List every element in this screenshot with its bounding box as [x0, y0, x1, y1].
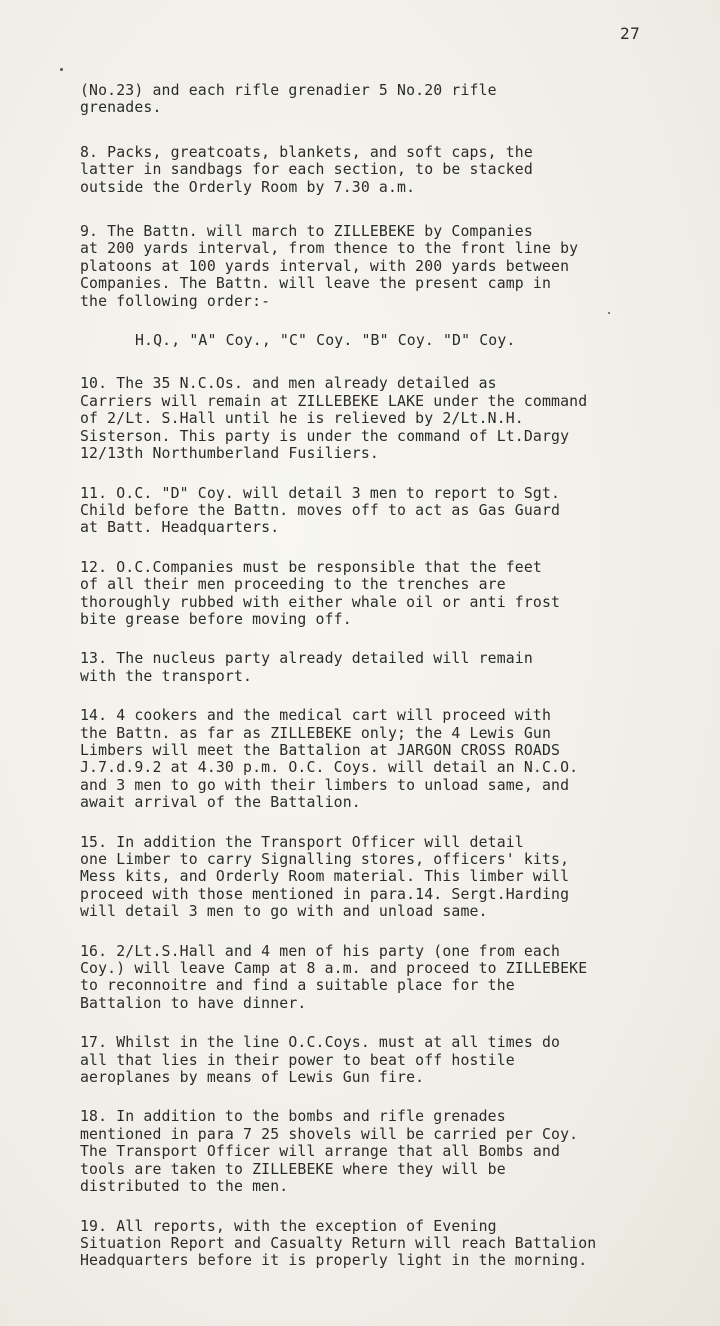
document-body [80, 82, 712, 1270]
paragraph-12: 12. O.C.Companies must be responsible that the feet of all their men proceeding to the trenches are thoroughly rubbed with either whale oil or anti frost bite grease before moving off. [80, 558, 561, 628]
paragraph-11: 11. O.C. "D" Coy. will detail 3 men to report to Sgt. Child before the Battn. moves off to act as Gas Guard at Batt. Headquarters. [80, 484, 561, 537]
page-number: 27 [620, 24, 641, 43]
paragraph-18: 18. In addition to the bombs and rifle grenades mentioned in para 7 25 shovels will be carried per Coy. The Transport Officer will arrange that all Bombs and tools are taken to ZILLEBEKE where they will be distributed to the men. [80, 1108, 579, 1196]
paragraph-17: 17. Whilst in the line O.C.Coys. must at all times do all that lies in their power to beat off hostile aeroplanes by means of Lewis Gun fire. [80, 1034, 561, 1087]
paragraph-continuation: (No.23) and each rifle grenadier 5 No.20 rifle grenades. [80, 82, 497, 117]
paragraph-14: 14. 4 cookers and the medical cart will proceed with the Battn. as far as ZILLEBEKE only; the 4 Lewis Gun Limbers will meet the Battalion at JARGON CROSS ROADS J.7.d.9.2 at 4.30 p.m. O.C. Coys. will detail an N.C.O. and 3 men to go with their limbers to unload same, and await arrival of the Battalion. [80, 707, 579, 812]
paragraph-13: 13. The nucleus party already detailed will remain with the transport. [80, 650, 533, 685]
paragraph-8: 8. Packs, greatcoats, blankets, and soft caps, the latter in sandbags for each section, to be stacked outside the Orderly Room by 7.30 a.m. [80, 143, 533, 196]
paragraph-16: 16. 2/Lt.S.Hall and 4 men of his party (one from each Coy.) will leave Camp at 8 a.m. and proceed to ZILLEBEKE to reconnoitre and find a suitable place for the Battalion to have dinner. [80, 942, 588, 1012]
ink-speck [60, 68, 63, 71]
paragraph-19: 19. All reports, with the exception of Evening Situation Report and Casualty Return will reach Battalion Headquarters before it is properly light in the morning. [80, 1217, 597, 1270]
paragraph-15: 15. In addition the Transport Officer will detail one Limber to carry Signalling stores, officers' kits, Mess kits, and Orderly Room material. This limber will proceed with those mentioned in para.14. Sergt.Harding will detail 3 men to go with and unload same. [80, 833, 570, 921]
paragraph-10: 10. The 35 N.C.Os. and men already detailed as Carriers will remain at ZILLEBEKE LAKE under the command of 2/Lt. S.Hall until he is relieved by 2/Lt.N.H. Sisterson. This party is under the command of Lt.Dargy 12/13th Northumberland Fusiliers. [80, 375, 588, 463]
paragraph-9: 9. The Battn. will march to ZILLEBEKE by Companies at 200 yards interval, from thence to the front line by platoons at 100 yards interval, with 200 yards between Companies. The Battn. will leave the present camp in the following order:- [80, 223, 579, 310]
march-order-line: H.Q., "A" Coy., "C" Coy. "B" Coy. "D" Coy. [135, 332, 516, 350]
